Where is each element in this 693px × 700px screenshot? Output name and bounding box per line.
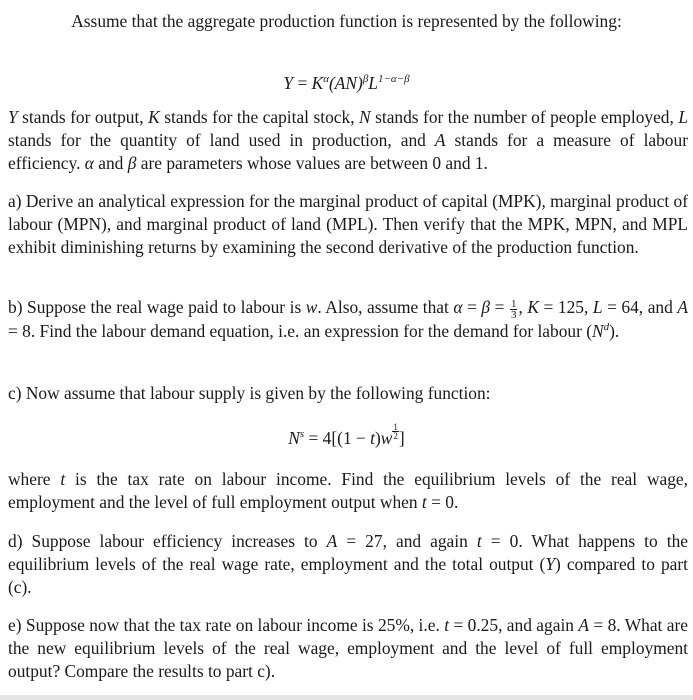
part-b-text-2: . Also, assume that [317, 297, 454, 317]
def-a: A [434, 130, 446, 150]
ns-rhs-a: = 4[(1 − [304, 428, 371, 448]
def-y: Y [8, 107, 18, 127]
part-b-eq-1: = [462, 297, 482, 317]
def-beta: β [127, 153, 137, 173]
bottom-divider [0, 695, 693, 700]
def-text-g: are parameters whose values are between 0 and 1. [136, 153, 488, 173]
ns-t: t [370, 428, 375, 448]
part-c-text-c: = 0. [426, 492, 459, 512]
part-b-text-1: b) Suppose the real wage paid to labour is [8, 297, 306, 317]
eq-y: Y [283, 73, 294, 93]
ns-sup: s [299, 428, 305, 441]
eq-an: (AN) [329, 73, 363, 93]
part-b-fraction [510, 299, 518, 320]
part-e-a: A [578, 615, 589, 635]
variable-definitions [8, 106, 688, 175]
part-b-beta: β [481, 297, 491, 317]
ns-w: w [380, 428, 393, 448]
part-d-text-1: d) Suppose labour efficiency increases to [8, 531, 327, 551]
part-b-text-4: ). [609, 320, 620, 341]
eq-equals: = [297, 73, 308, 93]
part-d-text-4: ) compared to part (c). [8, 554, 688, 597]
part-d-y: Y [545, 554, 555, 574]
def-n: N [359, 107, 371, 127]
def-k: K [148, 107, 160, 127]
part-b-eq-2: = [490, 297, 509, 317]
part-e-text-3: = 8. What are the new equilibrium levels of the real wage, employment and the level of full employment output? Compare the results to part c). [8, 615, 688, 681]
part-b-nd: N [592, 320, 604, 341]
part-b-l: L [592, 297, 603, 317]
part-d [8, 530, 688, 599]
def-text-b: stands for the capital stock, [159, 107, 360, 127]
ns-symbol: N [288, 428, 300, 448]
part-b-l-value: = 64, and [602, 297, 678, 317]
part-e [8, 614, 688, 683]
part-e-text-2: = 0.25, and again [449, 615, 579, 635]
intro-sentence: Assume that the aggregate production function is represented by the following: [71, 11, 622, 31]
def-alpha: α [84, 153, 94, 173]
labour-supply-equation [0, 422, 693, 450]
exp-denominator: 2 [393, 431, 398, 441]
part-b [8, 296, 688, 343]
def-text-d: stands for the quantity of land used in production, and [8, 130, 435, 150]
part-c-question [8, 468, 688, 514]
part-d-a: A [326, 531, 338, 551]
exp-numerator: 1 [393, 422, 398, 432]
part-b-a-value: = 8. Find the labour demand equation, i.e. an expression for the demand for labour ( [8, 320, 593, 341]
eq-l-exponent: 1−α−β [377, 73, 410, 86]
part-d-text-3: = 0. What happens to the equilibrium levels of the real wage rate, employment and the total output ( [8, 531, 688, 574]
eq-l: L [368, 73, 378, 93]
part-b-w: w [305, 297, 318, 317]
part-c-intro: c) Now assume that labour supply is given by the following function: [8, 383, 491, 403]
part-b-k-value: = 125, [538, 297, 589, 317]
fraction-denominator: 3 [510, 308, 517, 321]
part-d-t: t [476, 531, 482, 551]
part-c-t2: t [421, 492, 427, 512]
production-function-equation [0, 72, 693, 95]
part-b-nd-sup: d [603, 320, 610, 333]
def-text-e: stands for a measure of labour efficiency. [8, 130, 688, 173]
part-b-k: K [527, 297, 539, 317]
part-e-text-1: e) Suppose now that the tax rate on labour income is 25%, i.e. [8, 615, 445, 635]
eq-alpha: α [323, 73, 329, 86]
part-b-alpha: α [453, 297, 463, 317]
def-text-a: stands for output, [17, 107, 149, 127]
def-text-c: stands for the number of people employed, [370, 107, 679, 127]
def-l: L [678, 107, 689, 127]
part-d-text-2: = 27, and again [337, 531, 477, 551]
part-a: a) Derive an analytical expression for the marginal product of capital (MPK), marginal product of labour (MPN), and marginal product of land (MPL). Then verify that the MPK, MPN, and MPL exhibit diminishing returns by examining the second derivative of the production function. [8, 191, 688, 257]
part-c-t: t [60, 469, 66, 489]
part-c-text-a: where [8, 469, 61, 489]
part-e-t: t [444, 615, 450, 635]
def-text-f: and [93, 153, 128, 173]
part-c-text-b: is the tax rate on labour income. Find the equilibrium levels of the real wage, employment and the level of full employment output when [8, 469, 688, 512]
ns-rhs-b: ) [375, 428, 381, 448]
part-b-a: A [677, 297, 688, 317]
fraction-numerator: 1 [510, 297, 517, 310]
eq-k: K [311, 73, 324, 93]
ns-rhs-c: ] [398, 428, 405, 448]
part-b-text-3: , [518, 297, 528, 317]
eq-beta: β [362, 73, 369, 86]
